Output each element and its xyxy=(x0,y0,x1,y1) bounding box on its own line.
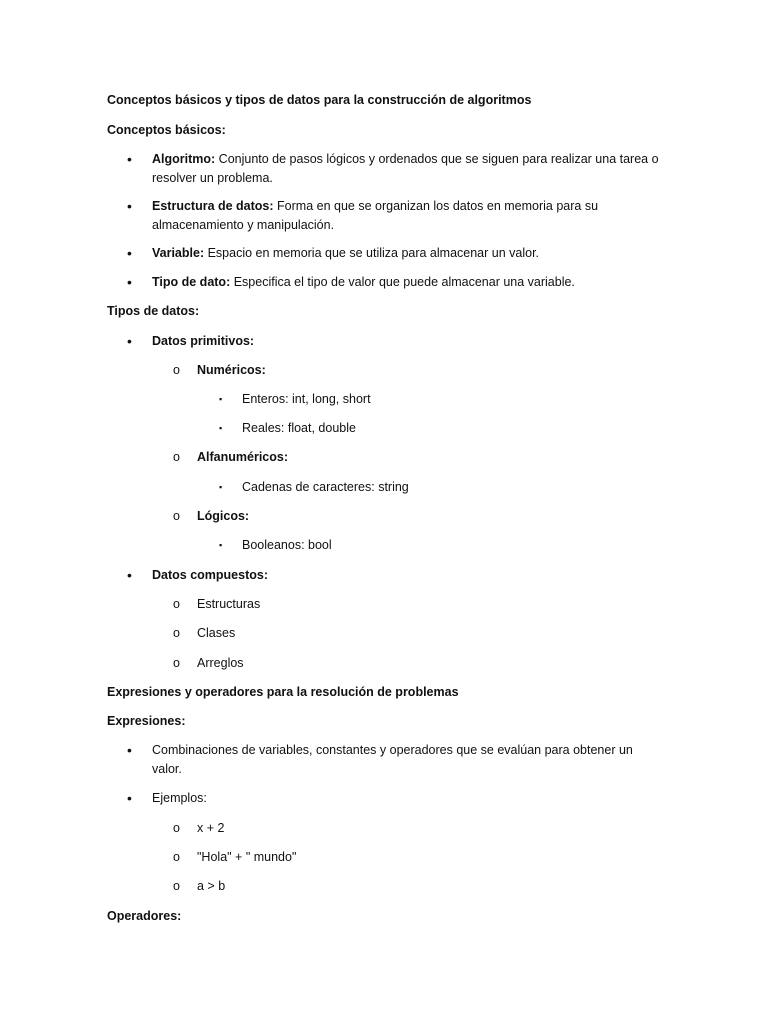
bullet-marker: • xyxy=(127,333,132,349)
term-definition-continued: almacenamiento y manipulación. xyxy=(152,218,335,232)
list-item-continued: valor. xyxy=(152,762,182,776)
section-heading-operators: Operadores: xyxy=(107,909,182,923)
list-item-datos-primitivos: Datos primitivos: xyxy=(152,334,255,348)
term-definition: Espacio en memoria que se utiliza para almacenar un valor. xyxy=(204,246,540,260)
bullet-marker: o xyxy=(173,879,180,893)
section-heading-basic-concepts: Conceptos básicos: xyxy=(107,123,226,137)
list-item: Reales: float, double xyxy=(242,421,356,435)
section-title-expressions-operators: Expresiones y operadores para la resolución de problemas xyxy=(107,685,459,699)
list-item-estructura-de-datos xyxy=(152,197,672,216)
list-item-algoritmo xyxy=(152,150,672,169)
list-item-alfanumericos: Alfanuméricos: xyxy=(197,450,288,464)
list-item-ejemplos: Ejemplos: xyxy=(152,791,207,805)
bullet-marker: ▪ xyxy=(219,394,223,404)
list-item: x + 2 xyxy=(197,821,225,835)
list-item: Clases xyxy=(197,626,236,640)
bullet-marker: ▪ xyxy=(219,482,223,492)
bullet-marker: o xyxy=(173,509,180,523)
bullet-marker: • xyxy=(127,274,132,290)
bullet-marker: o xyxy=(173,821,180,835)
bullet-marker: o xyxy=(173,626,180,640)
term-definition: Forma en que se organizan los datos en memoria para su xyxy=(273,199,599,213)
bullet-marker: o xyxy=(173,656,180,670)
list-item: Booleanos: bool xyxy=(242,538,332,552)
term-label: Algoritmo: xyxy=(152,152,216,166)
list-item: Arreglos xyxy=(197,656,244,670)
term-definition-continued: resolver un problema. xyxy=(152,171,273,185)
list-item: "Hola" + " mundo" xyxy=(197,850,297,864)
list-item-datos-compuestos: Datos compuestos: xyxy=(152,568,268,582)
list-item-tipo-de-dato xyxy=(152,273,672,292)
term-label: Estructura de datos: xyxy=(152,199,274,213)
bullet-marker: o xyxy=(173,450,180,464)
bullet-marker: ▪ xyxy=(219,540,223,550)
term-label: Variable: xyxy=(152,246,205,260)
list-item-logicos: Lógicos: xyxy=(197,509,250,523)
term-definition: Conjunto de pasos lógicos y ordenados que se siguen para realizar una tarea o xyxy=(215,152,659,166)
bullet-marker: • xyxy=(127,567,132,583)
bullet-marker: • xyxy=(127,151,132,167)
bullet-marker: • xyxy=(127,245,132,261)
list-item: Combinaciones de variables, constantes y operadores que se evalúan para obtener un xyxy=(152,743,633,757)
bullet-marker: • xyxy=(127,790,132,806)
list-item: Cadenas de caracteres: string xyxy=(242,480,409,494)
list-item: a > b xyxy=(197,879,226,893)
list-item: Estructuras xyxy=(197,597,261,611)
section-heading-expressions: Expresiones: xyxy=(107,714,186,728)
bullet-marker: o xyxy=(173,597,180,611)
bullet-marker: • xyxy=(127,198,132,214)
bullet-marker: o xyxy=(173,850,180,864)
bullet-marker: ▪ xyxy=(219,423,223,433)
list-item-numericos: Numéricos: xyxy=(197,363,266,377)
term-label: Tipo de dato: xyxy=(152,275,231,289)
list-item-variable xyxy=(152,244,672,263)
bullet-marker: o xyxy=(173,363,180,377)
bullet-marker: • xyxy=(127,742,132,758)
list-item: Enteros: int, long, short xyxy=(242,392,371,406)
document-title: Conceptos básicos y tipos de datos para la construcción de algoritmos xyxy=(107,93,532,107)
term-definition: Especifica el tipo de valor que puede almacenar una variable. xyxy=(230,275,575,289)
section-heading-data-types: Tipos de datos: xyxy=(107,304,200,318)
